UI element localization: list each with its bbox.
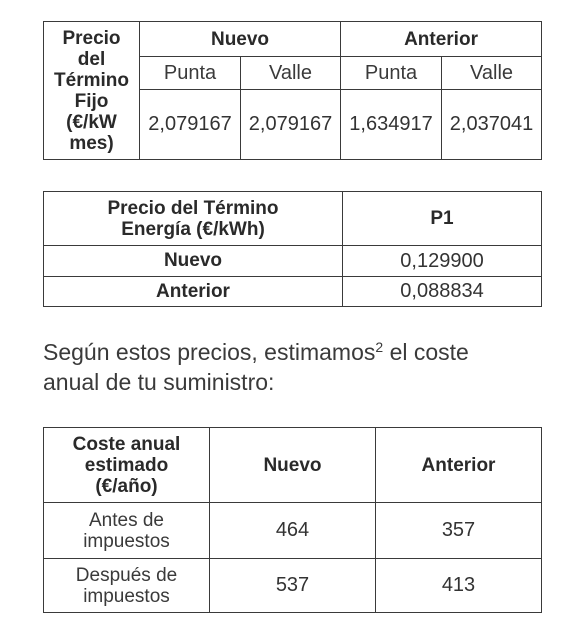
subheader-previous-peak: Punta (341, 57, 442, 90)
energy-row-new-value: 0,129900 (343, 246, 542, 277)
energy-row-new-label: Nuevo (44, 246, 343, 277)
value-previous-valley: 2,037041 (442, 90, 542, 160)
value-new-valley: 2,079167 (241, 90, 341, 160)
footnote-marker: 2 (375, 339, 384, 355)
subheader-new-peak: Punta (140, 57, 241, 90)
subheader-previous-valley: Valle (442, 57, 542, 90)
annual-cost-header: Coste anual estimado (€/año) (44, 428, 210, 503)
energy-row-previous-value: 0,088834 (343, 277, 542, 307)
cost-after-taxes-new: 537 (210, 559, 376, 613)
cost-after-taxes-previous: 413 (376, 559, 542, 613)
column-header-new: Nuevo (210, 428, 376, 503)
subheader-new-valley: Valle (241, 57, 341, 90)
column-header-previous: Anterior (376, 428, 542, 503)
group-header-previous: Anterior (341, 22, 542, 57)
cost-before-taxes-previous: 357 (376, 503, 542, 559)
energy-term-price-table (43, 191, 542, 307)
row-label-before-taxes: Antes de impuestos (44, 503, 210, 559)
row-label-after-taxes: Después de impuestos (44, 559, 210, 613)
energy-term-header: Precio del Término Energía (€/kWh) (44, 192, 343, 246)
fixed-term-row-header: Precio del Término Fijo (€/kW mes) (44, 22, 140, 160)
annual-cost-table (43, 427, 542, 613)
value-previous-peak: 1,634917 (341, 90, 442, 160)
value-new-peak: 2,079167 (140, 90, 241, 160)
estimate-paragraph: Según estos precios, estimamos$^2$ el coste anual de tu suministro: (43, 339, 469, 395)
period-header-p1: P1 (343, 192, 542, 246)
energy-row-previous-label: Anterior (44, 277, 343, 307)
cost-before-taxes-new: 464 (210, 503, 376, 559)
fixed-term-price-table (43, 21, 542, 160)
group-header-new: Nuevo (140, 22, 341, 57)
